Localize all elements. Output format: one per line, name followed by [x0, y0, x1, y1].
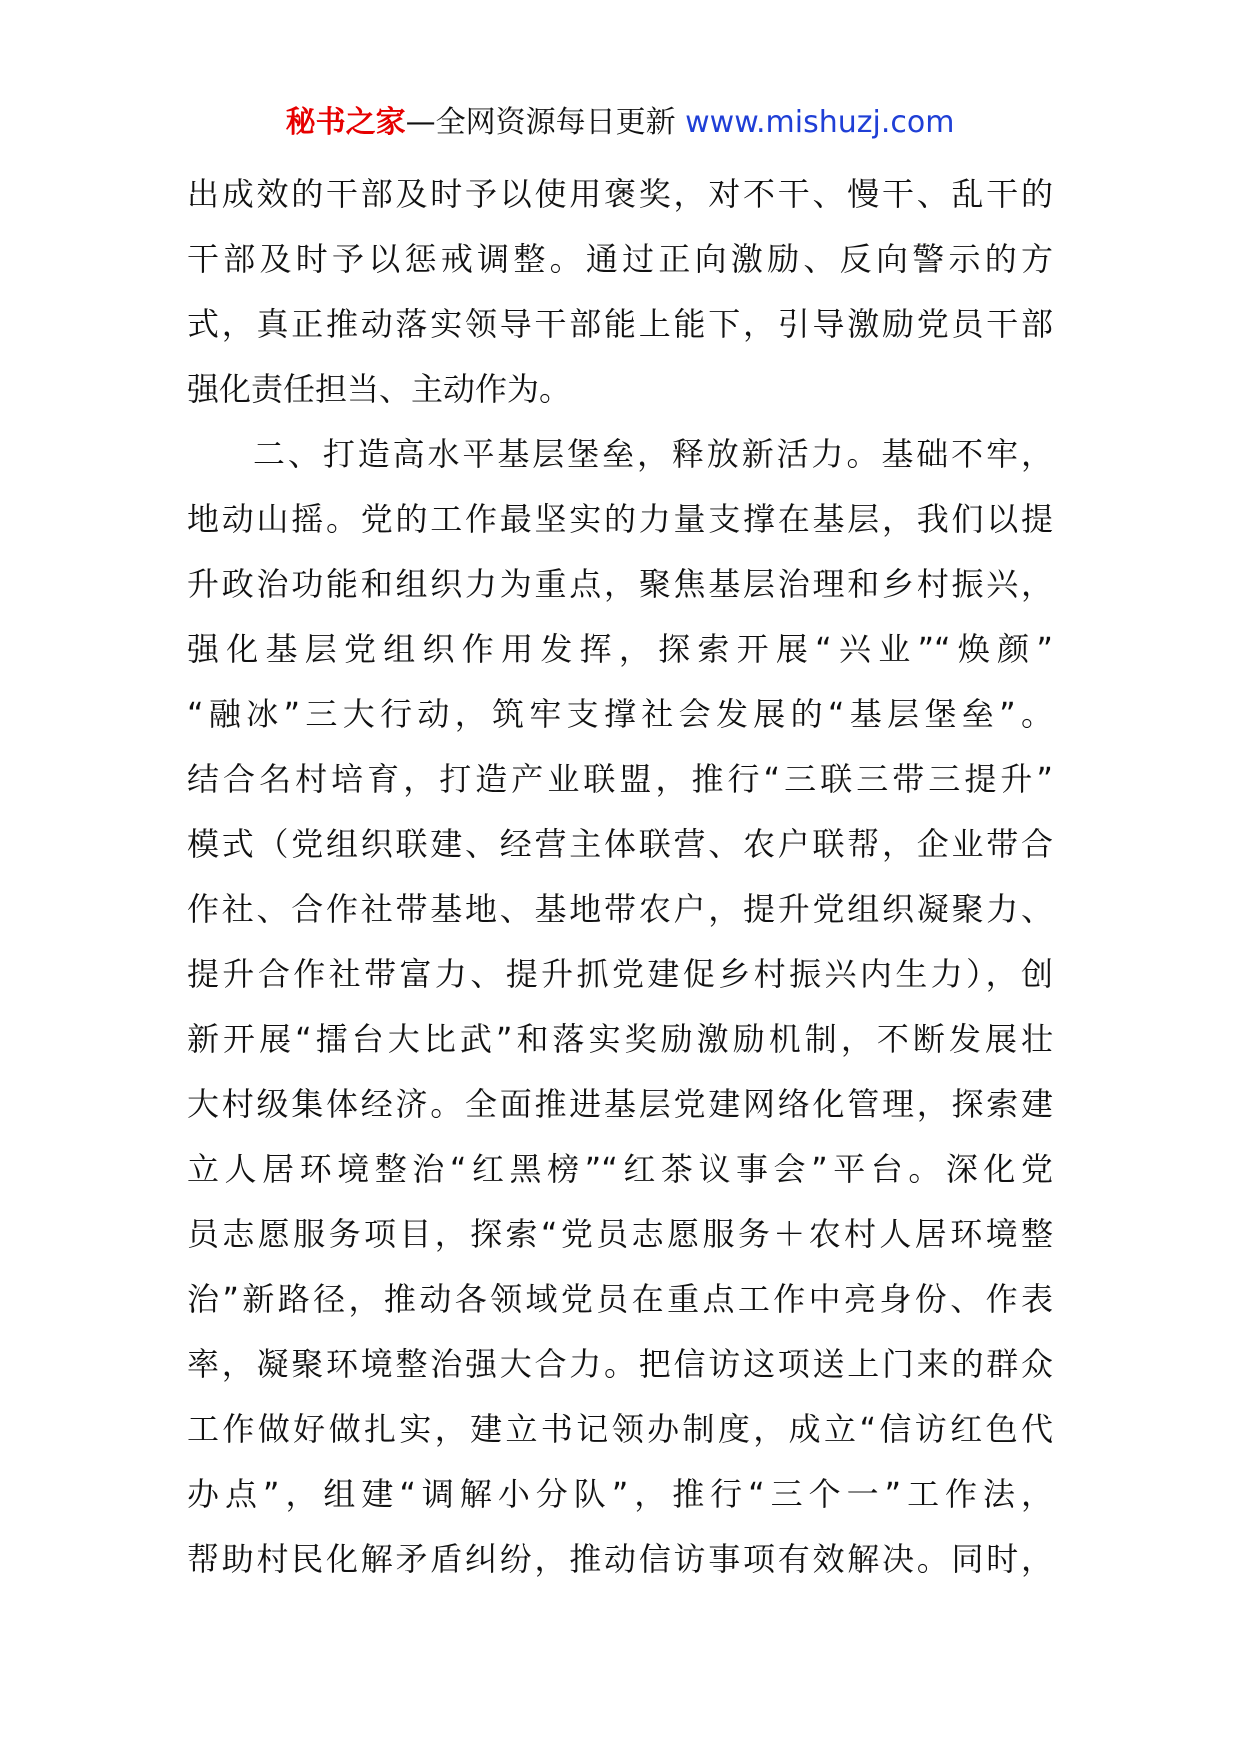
text-line: 新开展“擂台大比武”和落实奖励激励机制，不断发展壮 — [187, 1020, 1053, 1058]
text-line: 立人居环境整治“红黑榜”“红茶议事会”平台。深化党 — [187, 1150, 1053, 1188]
text-line: 帮助村民化解矛盾纠纷，推动信访事项有效解决。同时， — [187, 1540, 1053, 1578]
text-line: “融冰”三大行动，筑牢支撑社会发展的“基层堡垒”。 — [187, 695, 1053, 733]
text-line: 升政治功能和组织力为重点，聚焦基层治理和乡村振兴， — [187, 565, 1053, 603]
text-line: 大村级集体经济。全面推进基层党建网络化管理，探索建 — [187, 1085, 1053, 1123]
text-line: 地动山摇。党的工作最坚实的力量支撑在基层，我们以提 — [187, 500, 1053, 538]
text-line: 式，真正推动落实领导干部能上能下，引导激励党员干部 — [187, 305, 1053, 343]
text-line: 提升合作社带富力、提升抓党建促乡村振兴内生力），创 — [187, 955, 1053, 993]
text-line: 二、打造高水平基层堡垒，释放新活力。基础不牢， — [253, 435, 1053, 473]
text-line: 强化基层党组织作用发挥，探索开展“兴业”“焕颜” — [187, 630, 1053, 668]
text-line: 作社、合作社带基地、基地带农户，提升党组织凝聚力、 — [187, 890, 1053, 928]
page-header — [0, 100, 1240, 146]
header-brand: 秘书之家 — [285, 105, 406, 140]
text-line: 工作做好做扎实，建立书记领办制度，成立“信访红色代 — [187, 1410, 1053, 1448]
text-line: 率，凝聚环境整治强大合力。把信访这项送上门来的群众 — [187, 1345, 1053, 1383]
header-tagline: —全网资源每日更新 — [405, 105, 686, 140]
text-line: 模式（党组织联建、经营主体联营、农户联帮，企业带合 — [187, 825, 1053, 863]
text-line: 结合名村培育，打造产业联盟，推行“三联三带三提升” — [187, 760, 1053, 798]
text-line: 办点”，组建“调解小分队”，推行“三个一”工作法， — [187, 1475, 1053, 1513]
text-line: 干部及时予以惩戒调整。通过正向激励、反向警示的方 — [187, 240, 1053, 278]
text-line: 出成效的干部及时予以使用褒奖，对不干、慢干、乱干的 — [187, 175, 1053, 213]
text-line: 员志愿服务项目，探索“党员志愿服务＋农村人居环境整 — [187, 1215, 1053, 1253]
text-line: 治”新路径，推动各领域党员在重点工作中亮身份、作表 — [187, 1280, 1053, 1318]
body-text — [187, 162, 1053, 1592]
header-url-link[interactable]: www.mishuzj.com — [685, 105, 955, 140]
text-line: 强化责任担当、主动作为。 — [187, 370, 572, 408]
